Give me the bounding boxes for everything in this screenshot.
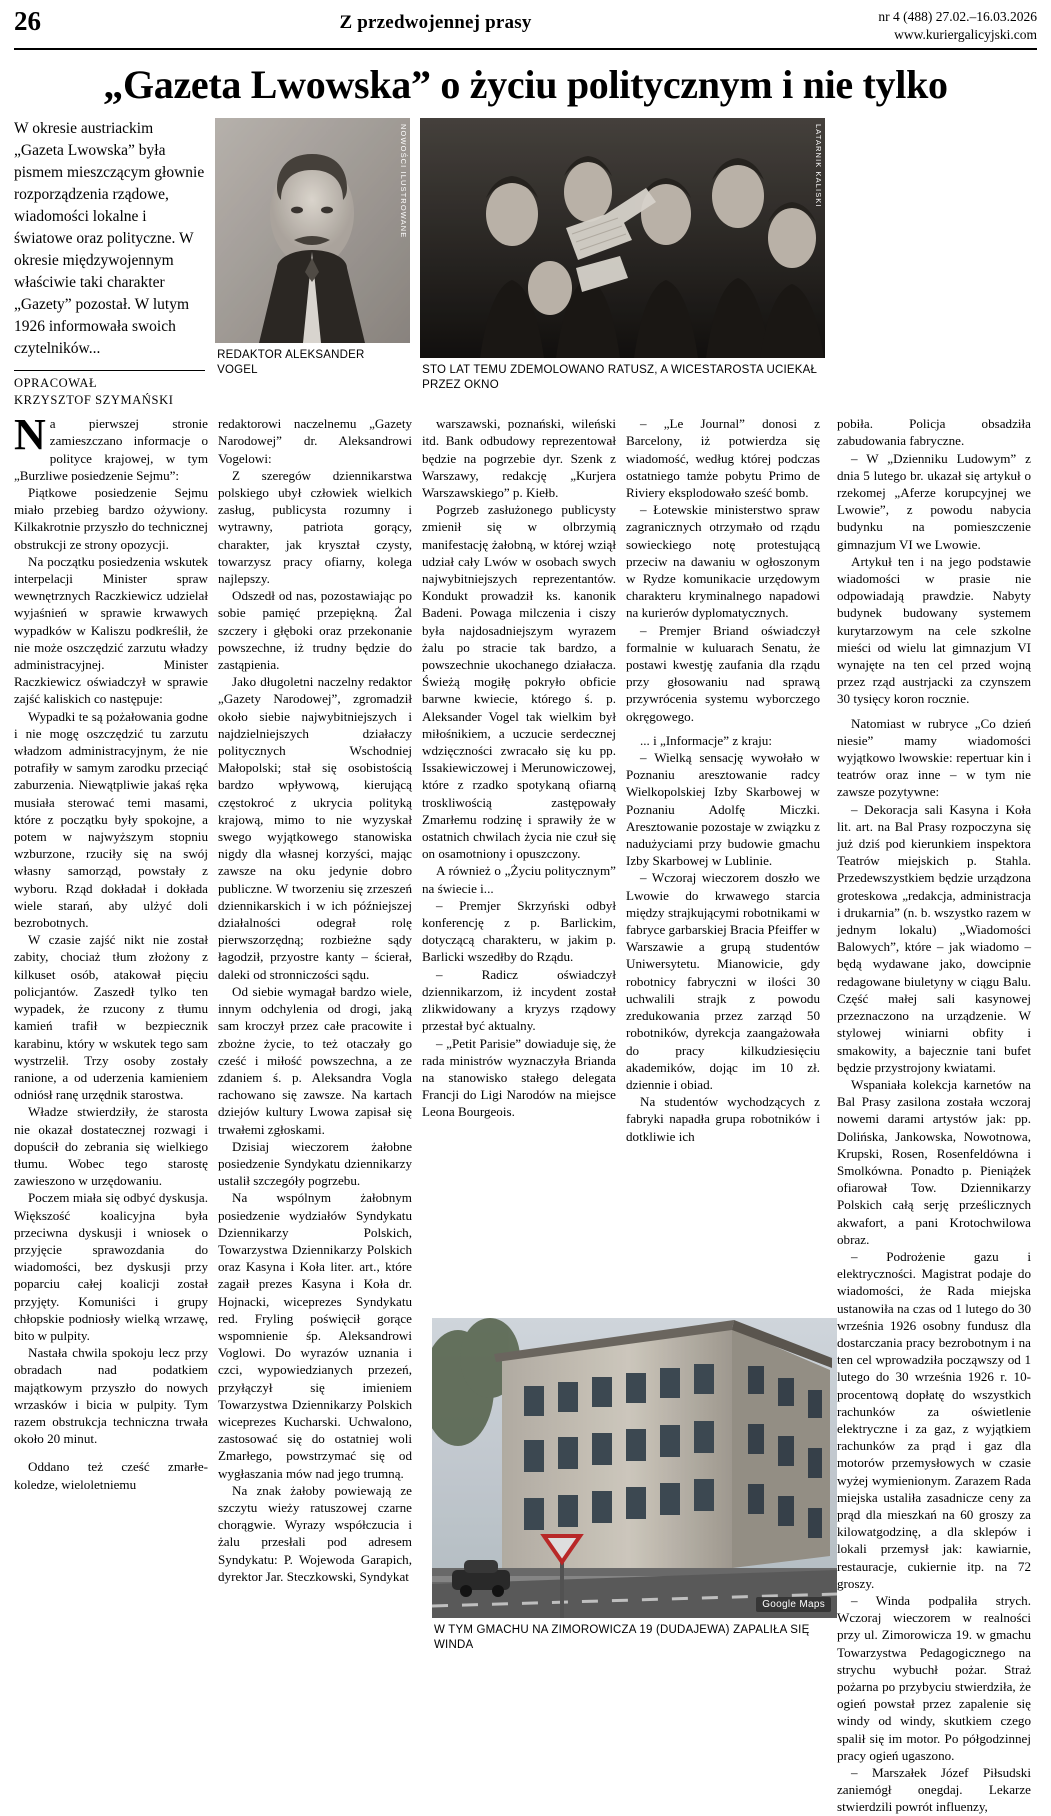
paragraph: warszawski, poznański, wileński itd. Bank odbudowy reprezentował będzie na pogrzebie dyr. Szenk z Warszawy, redakcję „Kurjera Warszawskiego” p. Kiełb. xyxy=(422,416,616,500)
paragraph: Piątkowe posiedzenie Sejmu miało przebieg bardzo ożywiony. Kilkakrotnie przyszło do technicznej obstrukcji ze strony opozycji. xyxy=(14,485,208,552)
lead-column xyxy=(14,118,205,409)
paragraph: A również o „Życiu politycznym” na świecie i... xyxy=(422,863,616,896)
masthead xyxy=(14,8,1037,46)
paragraph: Jako długoletni naczelny redaktor „Gazety Narodowej”, zgromadził około siebie najwybitniejszych i najdzielniejszych działaczy politycznych Wschodniej Małopolski; stał się osobistością bardzo wpływową, kierującą częstokroć z ukrycia polityką krajową, mimo to nie wyzyskał swego wyjątkowego stanowiska nigdy dla własnej korzyści, mając zawsze na oku jedynie dobro publiczne. W tworzeniu się zrzeszeń dziennikarskich i w ich późniejszej działalności odegrał rolę pierwszorzędną; rozbieżne sądy łagodził, przyostre kanty – ścierał, daleki od stronniczości sądu. xyxy=(218,674,412,982)
portrait-photo-block xyxy=(215,118,410,377)
paragraph: Artykuł ten i na jego podstawie wiadomości w prasie nie odpowiadają prawdzie. Nabyty budynek budowany systemem kurytarzowym na cele szkolne mieści od wielu lat gimnazjum VI wynajęte na ten cel przed wojną przez rząd austrjacki za czynszem 30 tysięcy koron rocznie. xyxy=(837,553,1031,707)
building-photo-caption: W TYM GMACHU NA ZIMOROWICZA 19 (DUDAJEWA) ZAPALIŁA SIĘ WINDA xyxy=(434,1624,810,1651)
paragraph: – Marszałek Józef Piłsudski zaniemógł onegdaj. Lekarze stwierdzili powrót influenzy, xyxy=(837,1765,1031,1815)
paragraph: – Dekoracja sali Kasyna i Koła lit. art. na Bal Prasy rozpoczyna się już dziś pod kierunkiem inspektora Teatrów miejskich p. Stahla. Przedewszystkiem będzie urządzona groteskowa „redakcja, administracja i drukarnia” (n. b. wszystko razem w jednym lokalu) „Wiadomości Balowych”, które – jak wiadomo – będą wydawane jako, dowcipnie redagowane biuletyny w ciągu Balu. Część małej sali kasynowej przeznaczono na urządzenie. W stylowej winiarni obfity i smakowity, a bajecznie tani bufet będzie przystrojony kwiatami. xyxy=(837,801,1031,1075)
lead-paragraph: W okresie austriackim „Gazeta Lwowska” była pismem mieszczącym głownie rozporządzenia rządowe, wiadomości lokalne i światowe oraz polityczne. W okresie międzywojennym właściwie taki charakter „Gazety” pozostał. W lutym 1926 informowała swoich czytelników... xyxy=(14,120,205,358)
paragraph: Władze stwierdziły, że starosta nie okazał dostatecznej rozwagi i dopuścił do zebrania się wielkiego tłumu. Wobec tego starostę zawieszono w urzędowaniu. xyxy=(14,1104,208,1189)
google-maps-badge: Google Maps xyxy=(756,1597,831,1612)
masthead-rule xyxy=(14,48,1037,50)
paragraph: W czasie zajść nikt nie został zabity, chociaż tłum złożony z kilkuset osób, atakował pięciu policjantów. Zaszedł tylko ten wypadek, że rzucony z tłumu kamień trafił w bezpiecznik karabinu, który w wskutek tego sam wystrzelił. Trzy osoby zostały ranione, a od uderzenia kamieniem odniósł ranę urzędnik starostwa. xyxy=(14,932,208,1103)
column-1 xyxy=(14,410,208,1815)
paragraph: Oddano też cześć zmarłe- koledze, wieloletniemu xyxy=(14,1459,208,1492)
paragraph: Na początku posiedzenia wskutek interpelacji Minister spraw wewnętrznych Raczkiewicz udzielał wyjaśnień w sprawie krwawych wypadków w Kaliszu podkreślił, że nie może oszczędzić zarzutu władzy administracyjnej. Minister Raczkiewicz oświadczył w sprawie zajść kaliskich co następuje: xyxy=(14,553,208,707)
paragraph: – „Petit Parisie” dowiaduje się, że rada ministrów wyznaczyła Brianda na stanowisko stałego delegata Francji do Ligi Narodów na miejsce Leona Bourgeois. xyxy=(422,1035,616,1120)
building-photo-image xyxy=(432,1318,837,1618)
paragraph: – Premjer Briand oświadczył formalnie w kuluarach Senatu, że postawi kwestję zaufania dla rządu przy głosowaniu nad sprawą przywrócenia systemu wyborczego okręgowego. xyxy=(626,622,820,724)
portrait-photo-credit: NOWOŚCI ILUSTROWANE xyxy=(399,124,409,239)
page-number: 26 xyxy=(14,6,41,36)
portrait-photo-caption: REDAKTOR ALEKSANDER VOGEL xyxy=(217,349,365,377)
paragraph: Na pierwszej stronie zamieszczano informacje o polityce krajowej, w tym „Burzliwe posiedzenie Sejmu”: xyxy=(14,410,208,483)
portrait-photo-image xyxy=(215,118,410,343)
column-5 xyxy=(837,415,1031,1815)
paragraph: – Winda podpaliła strych. Wczoraj wieczorem w realności przy ul. Zimorowicza 19. w gmachu Towarzystwa Pedagogicznego na strychu wybuchł pożar. Straż pożarna po przybyciu stwierdziła, że ogień powstał przez zapalenie się windy od windy, skutkiem czego spalił się im motor. Po półgodzinnej pracy ogień ugaszono. xyxy=(837,1593,1031,1763)
top-band xyxy=(14,118,1037,409)
paragraph: redaktorowi naczelnemu „Gazety Narodowej” dr. Aleksandrowi Vogelowi: xyxy=(218,416,412,466)
building-photo xyxy=(432,1318,837,1618)
paragraph: ... i „Informacje” z kraju: xyxy=(640,732,772,748)
byline-label: OPRACOWAŁ xyxy=(14,376,98,391)
wide-photo-image xyxy=(420,118,825,358)
paragraph: Odszedł od nas, pozostawiając po sobie pamięć przepiękną. Żal szczery i głęboki oraz przekonanie powszechne, iż trudny będzie do zastąpienia. xyxy=(218,588,412,673)
byline-divider xyxy=(14,370,205,371)
section-title: Z przedwojennej prasy xyxy=(339,12,532,33)
website-url[interactable]: www.kuriergalicyjski.com xyxy=(894,27,1037,43)
paragraph: Na studentów wychodzących z fabryki napadła grupa robotników i dotkliwie ich xyxy=(626,1094,820,1144)
paragraph: – Podrożenie gazu i elektryczności. Magistrat podaje do wiadomości, że Rada miejska ustanowiła na czas od 1 lutego do 30 września 1926 osobny fundusz dla dostarczania pracy bezrobotnym i na ten cel wprowadziła począwszy od 1 lutego do 30 września 1926 r. 10-procentową dopłatę do wszystkich rachunków za oświetlenie elektryczne i za gaz, z wyjątkiem rachunków za prąd i gaz dla motorów przemysłowych w czasie wyżej wymienionym. Zarazem Rada miejska ustaliła zasadnicze ceny za prąd dla mieszkań na 60 groszy za kilowatgodzinę, a dla sklepów i lokali przemysł jak: kawiarnie, restauracje, cukiernie itp. na 72 groszy. xyxy=(837,1248,1031,1591)
masthead-right xyxy=(737,8,1037,44)
paragraph: – Wczoraj wieczorem doszło we Lwowie do krwawego starcia między strajkującymi robotnikami w fabryce garbarskiej Bracia Pfeiffer w Warszawie a grupą studentów Uniwersytetu. Mianowicie, gdy robotnicy fabryczni w ilości 30 uchwalili strajk z powodu zredukowania przez zarząd 50 robotników, dyrekcja zaangażowała do pracy kilkudziesięciu akademików, dojąc im 10 zł. dziennie i obiad. xyxy=(626,870,820,1092)
paragraph: pobiła. Policja obsadziła zabudowania fabryczne. xyxy=(837,416,1031,449)
wide-photo-caption: STO LAT TEMU ZDEMOLOWANO RATUSZ, A WICESTAROSTA UCIEKAŁ PRZEZ OKNO xyxy=(422,364,818,392)
paragraph: Od siebie wymagał bardzo wiele, innym odchylenia od drogi, jaką sam kroczył przez całe pracowite i zbożne życie, to też otaczały go cześć i miłość powszechna, a ze zdaniem ś. p. Aleksandra Vogla rachowano się zawsze. Na kartach dziejów kultury Lwowa zapisał się trwałemi zgłoskami. xyxy=(218,983,412,1137)
paragraph: – Premjer Skrzyński odbył konferencję z p. Barlickim, dotyczącą charakteru, w jakim p. Barlicki wszedłby do Rządu. xyxy=(422,897,616,965)
wide-photo xyxy=(420,118,825,358)
paragraph: Wspaniała kolekcja karnetów na Bal Prasy zasilona została wczoraj nowemi darami artystów jak: pp. Dolińska, Jankowska, Nowotnowa, Krupski, Rosen, Rosenfeldówna i Smolkówna. Ponadto p. Pieniążek ofiarował Tow. Dziennikarzy Polskich całą serję prześlicznych akwafort, a pani Krotochwilowa obraz. xyxy=(837,1076,1031,1247)
paragraph: Wypadki te są pożałowania godne i nie mogę oszczędzić tu zarzutu władzom administracyjnym, że nie potrafiły w samym zarodku przeciąć zaburzenia. Niewątpliwie jakaś ręka musiała sterować temi masami, które z początku były spokojne, a potem w najwyższym stopniu wzburzone, rzuciły się na swój własny samorząd, powstały z wyboru. Rząd dokładał i dokłada wiele starań, aby ulżyć doli bezrobotnych. xyxy=(14,708,208,931)
wide-photo-block xyxy=(420,118,825,392)
paragraph: – Radicz oświadczył dziennikarzom, iż incydent został zlikwidowany a kryzys rządowy przestał być aktualny. xyxy=(422,966,616,1034)
paragraph: Na znak żałoby powiewają ze szczytu wieży ratuszowej czarne chorągwie. Wyrazy współczucia i żalu przesłali pod adresem Syndykatu: P. Wojewoda Garapich, dyrektor Jar. Steczkowski, Syndykat xyxy=(218,1482,412,1584)
paragraph: – Łotewskie ministerstwo spraw zagranicznych otrzymało od rządu sowieckiego notę protestującą przeciw na dawaniu w ogłoszonym w Rydze komunikacie urzędowym charakteru kryminalnego napadowi na kurierów dyplomatycznych. xyxy=(626,502,820,621)
paragraph: Natomiast w rubryce „Co dzień niesie” mamy wiadomości wyjątkowo lwowskie: repertuar kin i teatrów oraz inne – w tym nie zawsze pozytywne: xyxy=(837,715,1031,800)
column-2 xyxy=(218,415,412,1815)
paragraph: Pogrzeb zasłużonego publicysty zmienił się w olbrzymią manifestację żałobną, w której wziął udział cały Lwów w osobach swych najwybitniejszych reprezentantów. Kondukt prowadził ks. kanonik Badeni. Powaga milczenia i ciszy była najdosadniejszym wyrazem żalu po stracie tak bardzo, a powszechnie ukochanego działacza. Świeżą mogiłę pokryło obficie barwne kwiecie, którego ś. p. Aleksander Vogel tak wielkim był miłośnikiem, a uczucie serdecznej wdzięczności zwracało się ku pp. Issakiewiczowej i Merunowiczowej, które z rzadko spotykaną ofiarną troskliwością zastępowały Zmarłemu rodzinę i sprawiły że w ostatnich chwilach życia nie czuł się on osamotniony i opuszczony. xyxy=(422,502,616,862)
paragraph: Na wspólnym żałobnym posiedzenie wydziałów Syndykatu Dziennikarzy Polskich, Towarzystwa Dziennikarzy Polskich oraz Kasyna i Koła liter. art., które zagaił prezes Kasyna i Koła dr. Hojnacki, wiceprezes Syndykatu red. Fryling poświęcił gorące wspomnienie śp. Aleksandrowi Voglowi. Do wyrazów uznania i czci, wypowiedzianych przezeń, przyłączył się imieniem Towarzystwa Dziennikarzy Polskich wiceprezes Kucharski. Uchwalono, zastosować się do ostatniej woli Zmarłego, powstrzymać się od wygłaszania mów nad jego trumną. xyxy=(218,1190,412,1481)
issue-line: nr 4 (488) 27.02.–16.03.2026 xyxy=(878,9,1037,24)
paragraph: – Wielką sensację wywołało w Poznaniu aresztowanie radcy Wielkopolskiej Izby Skarbowej w Poznaniu Adolfę Miczki. Aresztowanie pozostaje w związku z nadużyciami przy budowie gmachu Izby Skarbowej w Lublinie. xyxy=(626,750,820,869)
byline xyxy=(14,375,205,409)
paragraph: – „Le Journal” donosi z Barcelony, iż potwierdza się wiadomość, według której podczas ostatniego tamże pobytu Primo de Riviery eksplodowało sześć bomb. xyxy=(626,416,820,500)
paragraph: Nastała chwila spokoju lecz przy obradach nad podatkiem majątkowym przyszło do nowych wrzasków i bicia w pulpity. Tym razem obstrukcja techniczna trwała około 20 minut. xyxy=(14,1345,208,1447)
paragraph: – W „Dzienniku Ludowym” z dnia 5 lutego br. ukazał się artykuł o rzekomej „Aferze korupcyjnej we Lwowie”, z powodu nabycia budynku na pomieszczenie gimnazjum VI we Lwowie. xyxy=(837,450,1031,552)
building-photo-block xyxy=(432,1318,837,1652)
paragraph: Poczem miała się odbyć dyskusja. Większość koalicyjna była przeciwna dyskusji i wniosek o przyjęcie sprawozdania do wiadomości, bez dyskusji przy poparciu całej koalicji został przyjęty. Komuniści i grupy chłopskie podniosły wielką wrzawę, bito w pulpity. xyxy=(14,1190,208,1343)
portrait-photo xyxy=(215,118,410,343)
page-title: „Gazeta Lwowska” o życiu politycznym i nie tylko xyxy=(103,62,948,108)
paragraph: Z szeregów dziennikarstwa polskiego ubył człowiek wielkich zasług, publicysta rozumny i wytrawny, patriota gorący, charakter, jak kryształ czysty, towarzysz pracy ofiarny, kolega najlepszy. xyxy=(218,467,412,587)
paragraph: Dzisiaj wieczorem żałobne posiedzenie Syndykatu dziennikarzy ustalił szczegóły pogrzebu. xyxy=(218,1138,412,1189)
byline-author: KRZYSZTOF SZYMAŃSKI xyxy=(14,393,174,408)
wide-photo-credit: LATARNIK KALISKI xyxy=(814,124,824,209)
